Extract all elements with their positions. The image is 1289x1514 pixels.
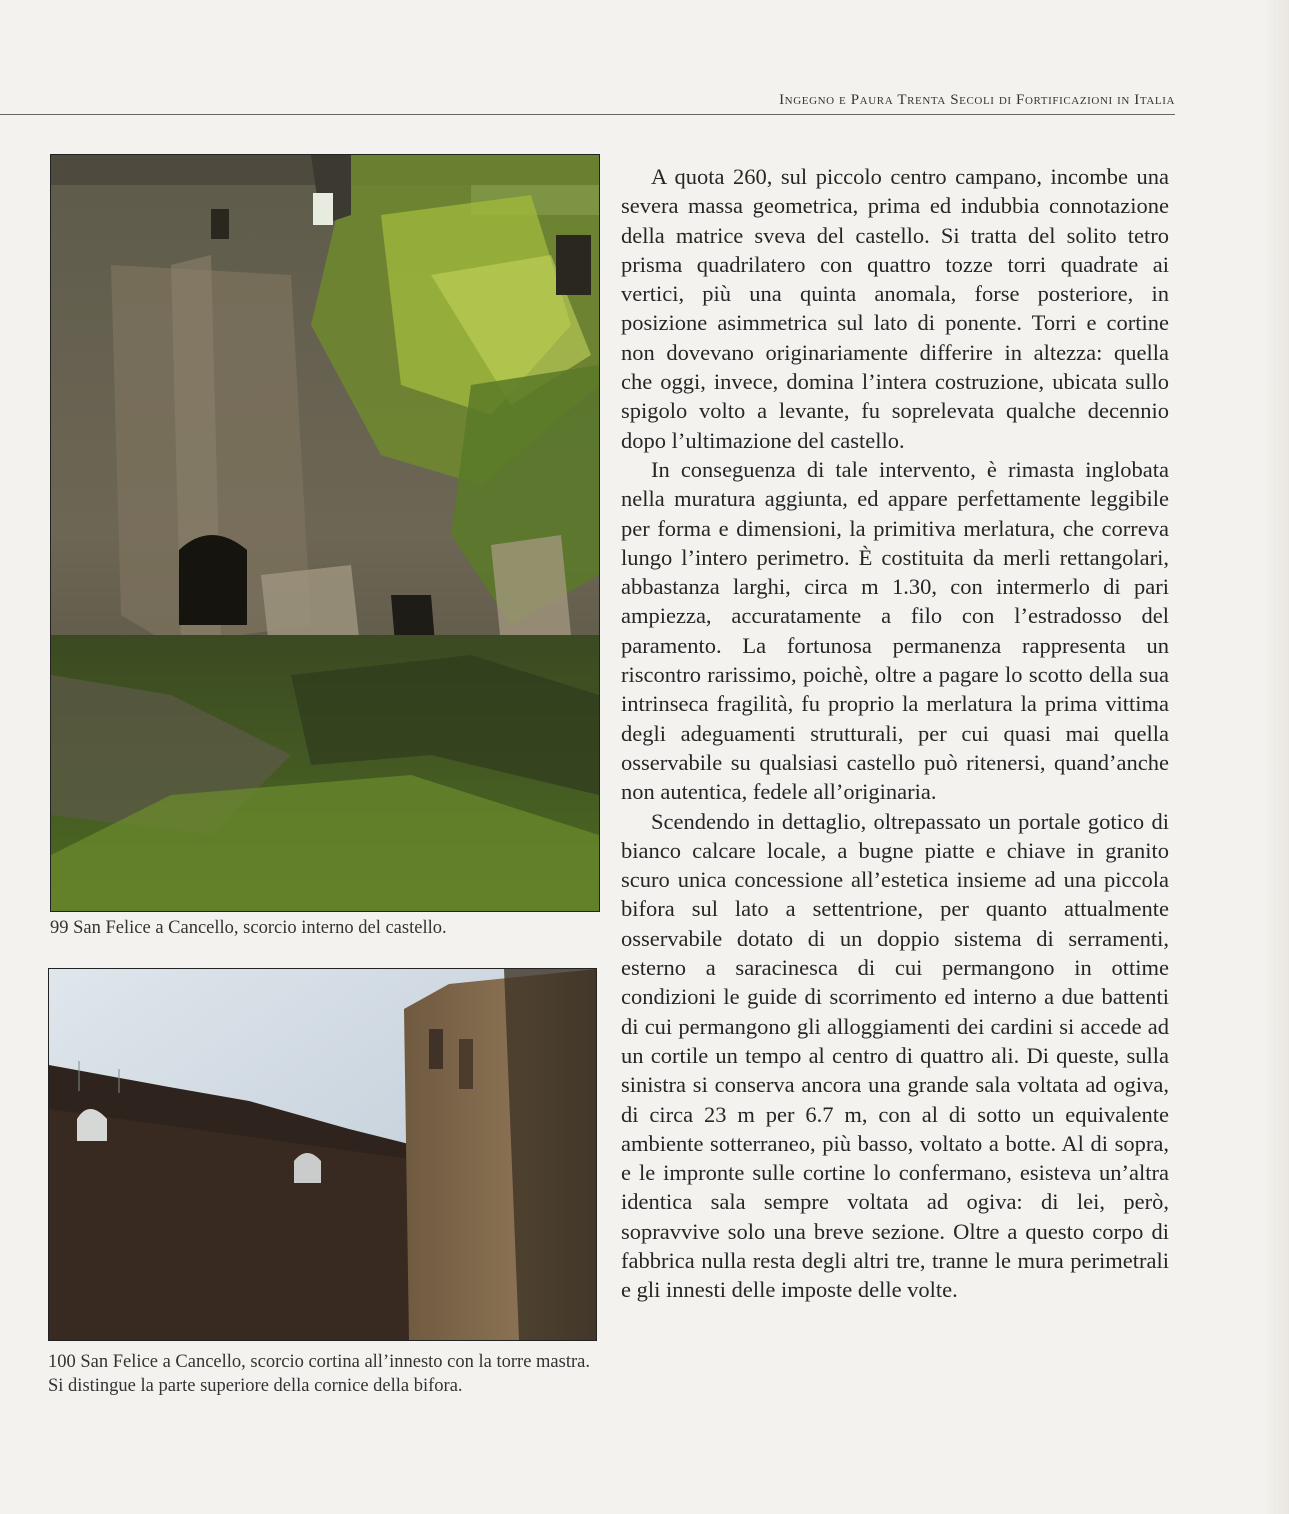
paragraph: Scendendo in dettaglio, oltrepassato un portale gotico di bianco calcare locale, a bugne piatte e chiave in granito scuro unica concessione all’estetica insieme ad una piccola bifora sul lato a settentrione, per quanto attualmente osservabile dotato di un doppio sistema di serramenti, esterno a saracinesca di cui permangono in ottime condizioni le guide di scorrimento ed interno a due battenti di cui permangono gli alloggiamenti dei cardini si accede ad un cortile un tempo al centro di quattro ali. Di queste, sulla sinistra si conserva ancora una grande sala voltata ad ogiva, di circa 23 m per 6.7 m, con al di sotto un equivalente ambiente sotterraneo, più basso, voltato a botte. Al di sopra, e le impronte sulle cortine lo confermano, esisteva un’altra identica sala sempre voltata ad ogiva: di lei, però, sopravvive solo una breve sezione. Oltre a questo corpo di fabbrica nulla resta degli altri tre, tranne le mura perimetrali e gli innesti delle imposte delle volte. (621, 808, 1169, 1303)
figure-100-photo (48, 968, 597, 1341)
figure-99-photo (50, 154, 600, 912)
page-edge-shadow (1263, 0, 1289, 1514)
header-rule (0, 114, 1175, 115)
figure-100-caption: 100 San Felice a Cancello, scorcio cortina all’innesto con la torre mastra. Si distingue la parte superiore della cornice della bifora. (48, 1352, 590, 1396)
castle-interior-image (51, 155, 599, 911)
curtain-wall-tower-image (49, 969, 596, 1340)
paragraph: A quota 260, sul piccolo centro campano, incombe una severa massa geometrica, prima ed indubbia connotazione della matrice sveva del castello. Si tratta del solito tetro prisma quadrilatero con quattro tozze torri quadrate ai vertici, più una quinta anomala, forse posteriore, in posizione asimmetrica sul lato di ponente. Torri e cortine non dovevano originariamente differire in altezza: quella che oggi, invece, domina l’intera costruzione, ubicata sullo spigolo volto a levante, fu soprelevata qualche decennio dopo l’ultimazione del castello. (621, 164, 1169, 453)
body-text-column (621, 162, 1169, 1305)
paragraph: In conseguenza di tale intervento, è rimasta inglobata nella muratura aggiunta, ed appare perfettamente leggibile per forma e dimensioni, la primitiva merlatura, che correva lungo l’intero perimetro. È costituita da merli rettangolari, abbastanza larghi, circa m 1.30, con intermerlo di pari ampiezza, accuratamente a filo con l’estradosso del paramento. La fortunosa permanenza rappresenta un riscontro rarissimo, poichè, oltre a pagare lo scotto della sua intrinseca fragilità, fu proprio la merlatura la prima vittima degli adeguamenti strutturali, per cui quasi mai quella osservabile su qualsiasi castello può ritenersi, quand’anche non autentica, fedele all’originaria. (621, 456, 1169, 805)
figure-99-caption: 99 San Felice a Cancello, scorcio interno del castello. (50, 918, 447, 938)
running-header: Ingegno e Paura Trenta Secoli di Fortificazioni in Italia (779, 92, 1175, 108)
